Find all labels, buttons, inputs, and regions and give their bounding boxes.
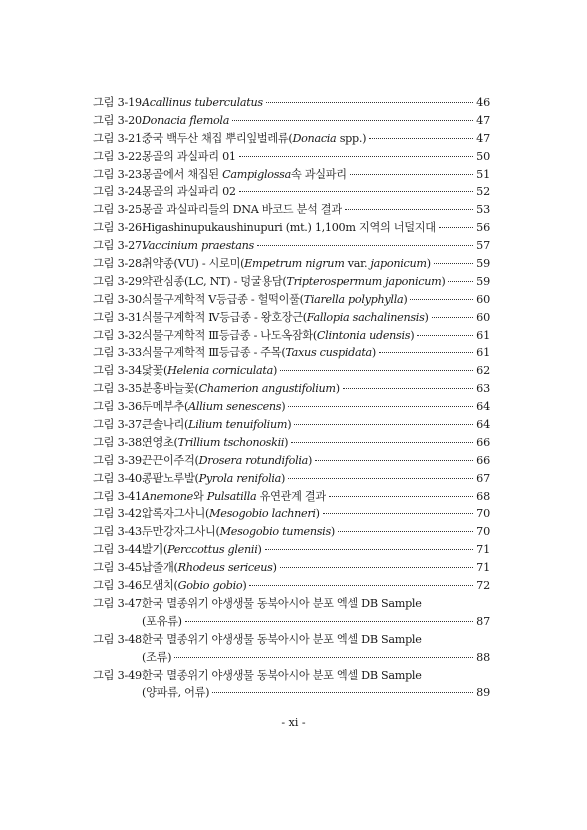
figure-title [142, 470, 285, 486]
toc-entry[interactable] [93, 380, 490, 398]
dot-leader [174, 657, 473, 658]
dot-leader [257, 245, 473, 246]
figure-title [142, 148, 236, 164]
italic-name: Anemone [142, 489, 193, 503]
figure-number: 그림 3-42. [93, 507, 146, 521]
title-text: 분홍바늘꽃( [142, 382, 199, 396]
figure-title [142, 291, 407, 307]
toc-entry-line [93, 201, 490, 219]
toc-entry[interactable] [93, 577, 490, 595]
figure-title [142, 631, 422, 647]
title-text: ) [330, 525, 335, 539]
toc-entry-line [93, 112, 490, 130]
page-ref: 64 [476, 418, 490, 432]
dot-leader [266, 102, 473, 103]
figure-number: 그림 3-35. [93, 382, 146, 396]
italic-name: Pulsatilla [206, 489, 257, 503]
toc-entry[interactable] [93, 112, 490, 130]
title-text: 식물구계학적 Ⅴ등급종 - 헐떡이풀( [142, 292, 304, 306]
toc-entry[interactable] [93, 667, 490, 703]
italic-name: Acallinus tuberculatus [142, 96, 263, 109]
figure-title [142, 595, 422, 611]
toc-entry[interactable] [93, 398, 490, 416]
page-ref: 50 [476, 149, 490, 163]
toc-entry-line [93, 434, 490, 452]
title-text: 와 [192, 489, 207, 503]
title-text: 한국 멸종위기 야생생물 동북아시아 분포 엑셀 DB Sample [142, 596, 422, 610]
page-ref: 56 [476, 221, 490, 235]
figure-title [142, 309, 429, 325]
title-text: ) [308, 453, 313, 467]
title-text: 속 과실파리 [290, 167, 347, 181]
title-text: Higashinupukaushinupuri (mt.) 1,100m 지역의 너덜지대 [142, 221, 436, 235]
title-text: 식물구계학적 Ⅲ등급종 - 주목( [142, 346, 286, 360]
page-ref: 71 [476, 561, 490, 575]
page-ref: 63 [476, 382, 490, 396]
page-ref: 61 [476, 346, 490, 360]
toc-entry-line [93, 237, 490, 255]
page-ref: 66 [476, 453, 490, 467]
figure-title [142, 219, 436, 235]
italic-name: Chamerion angustifolium [198, 382, 336, 396]
toc-entry[interactable] [93, 595, 490, 631]
figure-number: 그림 3-36. [93, 400, 146, 414]
figure-number: 그림 3-25. [93, 203, 146, 217]
italic-name: Tripterospermum japonicum [286, 274, 442, 288]
title-text: ) [410, 328, 415, 342]
dot-leader [379, 352, 473, 353]
title-text: ) [441, 274, 446, 288]
title-text: 약관심종(LC, NT) - 덩굴용담( [142, 274, 287, 288]
italic-name: Mesogobio tumensis [219, 525, 331, 539]
italic-name: Drosera rotundifolia [198, 453, 309, 467]
toc-entry[interactable] [93, 344, 490, 362]
title-text: 발기( [142, 543, 168, 557]
figure-number: 그림 3-32. [93, 328, 146, 342]
dot-leader [288, 478, 473, 479]
figure-title [142, 577, 246, 593]
toc-entry[interactable] [93, 523, 490, 541]
page-ref: 70 [476, 507, 490, 521]
dot-leader [350, 174, 473, 175]
title-text: ) [257, 543, 262, 557]
dot-leader [338, 531, 473, 532]
dot-leader [280, 370, 473, 371]
figure-number: 그림 3-28. [93, 257, 146, 271]
toc-entry[interactable] [93, 362, 490, 380]
italic-name: Taxus cuspidata [285, 346, 372, 360]
toc-entry-line [93, 631, 490, 649]
toc-entry-line [93, 559, 490, 577]
toc-entry-line [93, 166, 490, 184]
title-text: ) [281, 400, 286, 414]
italic-name: Gobio gobio [177, 579, 243, 593]
italic-name: Donacia [292, 131, 337, 145]
page-ref: 57 [476, 239, 490, 253]
toc-entry-line [93, 130, 490, 148]
toc-entry[interactable] [93, 488, 490, 506]
italic-name: Donacia flemola [142, 113, 230, 127]
italic-name: Clintonia udensis [316, 328, 411, 342]
italic-name: Lilium tenuifolium [188, 418, 288, 432]
figure-number: 그림 3-34. [93, 364, 146, 378]
dot-leader [232, 120, 473, 121]
dot-leader [239, 191, 473, 192]
italic-name: Vaccinium praestans [142, 239, 254, 253]
toc-entry[interactable] [93, 470, 490, 488]
figure-number: 그림 3-47. [93, 596, 146, 610]
figure-number: 그림 3-19. [93, 96, 146, 109]
title-text: ) [426, 257, 431, 271]
title-text: 압록자그사니( [142, 507, 210, 521]
italic-name: Pyrola renifolia [198, 471, 281, 485]
dot-leader [345, 209, 473, 210]
page-ref: 60 [476, 310, 490, 324]
title-text: ) [273, 364, 278, 378]
title-text: 몽골에서 채집된 [142, 167, 223, 181]
title-text: 몽골의 과실파리 01 [142, 149, 236, 163]
figure-number: 그림 3-20. [93, 113, 146, 127]
italic-name: Mesogobio lachneri [209, 507, 316, 521]
toc-entry-line [93, 183, 490, 201]
title-text: var. [344, 257, 371, 271]
title-text: ) [424, 310, 429, 324]
title-text: 식물구계학적 Ⅳ등급종 - 왕호장근( [142, 310, 307, 324]
italic-name: Empetrum nigrum [244, 257, 345, 271]
title-text: 큰솔나리( [142, 418, 189, 432]
toc-entry[interactable] [93, 416, 490, 434]
dot-leader [369, 138, 473, 139]
dot-leader [288, 406, 473, 407]
toc-entry-line [93, 505, 490, 523]
figure-title [142, 166, 347, 182]
page-ref: 52 [476, 185, 490, 199]
figure-title-continuation: (포유류) [142, 614, 182, 628]
italic-name: Rhodeus sericeus [177, 561, 273, 575]
toc-entry-line [93, 219, 490, 237]
toc-entry-line [93, 94, 490, 112]
title-text: 식물구계학적 Ⅲ등급종 - 나도옥잠화( [142, 328, 317, 342]
italic-name: Trillium tschonoskii [177, 435, 285, 449]
title-text: ) [371, 346, 376, 360]
toc-entry-line [93, 255, 490, 273]
figure-title [142, 183, 236, 199]
toc-entry-line [93, 148, 490, 166]
toc-entry-line [93, 380, 490, 398]
dot-leader [343, 388, 473, 389]
title-text: 한국 멸종위기 야생생물 동북아시아 분포 엑셀 DB Sample [142, 668, 422, 682]
page-ref: 47 [476, 113, 490, 127]
toc-entry-line [93, 470, 490, 488]
figure-title [142, 559, 277, 575]
toc-entry[interactable] [93, 452, 490, 470]
toc-entry-line [93, 309, 490, 327]
toc-entry-line [93, 273, 490, 291]
dot-leader [417, 335, 473, 336]
title-text: 한국 멸종위기 야생생물 동북아시아 분포 엑셀 DB Sample [142, 632, 422, 646]
toc-entry[interactable] [93, 273, 490, 291]
figure-title [142, 667, 422, 683]
italic-name: Helenia corniculata [167, 364, 273, 378]
toc-entry[interactable] [93, 130, 490, 148]
toc-entry[interactable] [93, 327, 490, 345]
dot-leader [291, 442, 473, 443]
dot-leader [294, 424, 473, 425]
toc-entry[interactable] [93, 291, 490, 309]
toc-entry[interactable] [93, 237, 490, 255]
page-ref: 59 [476, 274, 490, 288]
title-text: 연영초( [142, 435, 178, 449]
toc-entry-line [93, 398, 490, 416]
page-ref: 67 [476, 471, 490, 485]
figure-title [142, 380, 340, 396]
title-text: ) [272, 561, 277, 575]
figure-number: 그림 3-38. [93, 435, 146, 449]
figure-number: 그림 3-49. [93, 668, 146, 682]
toc-entry[interactable] [93, 541, 490, 559]
figure-title [142, 488, 326, 504]
dot-leader [439, 227, 473, 228]
dot-leader [280, 567, 474, 568]
toc-entry[interactable] [93, 183, 490, 201]
dot-leader [315, 460, 473, 461]
toc-entry[interactable] [93, 219, 490, 237]
figure-title [142, 201, 342, 217]
italic-name: Fallopia sachalinensis [306, 310, 425, 324]
toc-entry-line [93, 523, 490, 541]
dot-leader [410, 299, 473, 300]
toc-entry-line [93, 541, 490, 559]
toc-entry-line [93, 362, 490, 380]
title-text: 콩팥노루발( [142, 471, 199, 485]
page-ref: 66 [476, 435, 490, 449]
italic-name: Allium senescens [188, 400, 282, 414]
italic-name: Perccottus glenii [167, 543, 258, 557]
figure-number: 그림 3-21. [93, 131, 146, 145]
figure-number: 그림 3-37. [93, 418, 146, 432]
page-ref: 47 [476, 131, 490, 145]
title-text: ) [335, 382, 340, 396]
title-text: 끈끈이주걱( [142, 453, 199, 467]
figure-title [142, 255, 431, 271]
toc-entry[interactable] [93, 505, 490, 523]
page-ref: 53 [476, 203, 490, 217]
toc-entry[interactable] [93, 559, 490, 577]
page-ref: 60 [476, 292, 490, 306]
title-text: ) [287, 418, 292, 432]
figure-number: 그림 3-30. [93, 292, 146, 306]
italic-name: Tiarella polyphylla [303, 292, 404, 306]
title-text: 중국 백두산 채집 뿌리잎벌레류( [142, 131, 293, 145]
toc-entry-line [93, 577, 490, 595]
figure-number: 그림 3-33. [93, 346, 146, 360]
figure-title [142, 416, 291, 432]
dot-leader [239, 156, 473, 157]
figure-number: 그림 3-22. [93, 149, 146, 163]
page-ref: 87 [476, 614, 490, 628]
figure-number: 그림 3-40. [93, 471, 146, 485]
figure-title [142, 130, 366, 146]
title-text: ) [315, 507, 320, 521]
toc-entry[interactable] [93, 148, 490, 166]
page-ref: 61 [476, 328, 490, 342]
page-ref: 70 [476, 525, 490, 539]
toc-entry-continuation [93, 649, 490, 667]
toc-entry[interactable] [93, 434, 490, 452]
figure-number: 그림 3-24. [93, 185, 146, 199]
figure-title [142, 96, 263, 109]
toc-entry[interactable] [93, 94, 490, 112]
figure-number: 그림 3-29. [93, 274, 146, 288]
toc-entry[interactable] [93, 255, 490, 273]
figure-number: 그림 3-26. [93, 221, 146, 235]
figure-title-continuation: (조류) [142, 650, 172, 664]
title-text: 몽골의 과실파리 02 [142, 185, 236, 199]
figure-title [142, 505, 320, 521]
figure-number: 그림 3-41. [93, 489, 146, 503]
italic-name: japonicum [370, 257, 427, 271]
figure-number: 그림 3-43. [93, 525, 146, 539]
title-text: ) [284, 435, 289, 449]
dot-leader [448, 281, 473, 282]
page-ref: 64 [476, 400, 490, 414]
title-text: 몽골 과실파리들의 DNA 바코드 분석 결과 [142, 203, 342, 217]
toc-entry-line [93, 595, 490, 613]
page-ref: 71 [476, 543, 490, 557]
dot-leader [249, 585, 473, 586]
dot-leader [323, 513, 473, 514]
page-ref: 68 [476, 489, 490, 503]
figure-title [142, 541, 262, 557]
title-text: 두메부추( [142, 400, 189, 414]
toc-entry[interactable] [93, 166, 490, 184]
figure-list [93, 94, 490, 702]
figure-number: 그림 3-31. [93, 310, 146, 324]
dot-leader [212, 692, 473, 693]
toc-entry-line [93, 488, 490, 506]
toc-entry-line [93, 667, 490, 685]
title-text: ) [281, 471, 286, 485]
figure-number: 그림 3-27. [93, 239, 146, 253]
figure-number: 그림 3-45. [93, 561, 146, 575]
toc-entry-line [93, 452, 490, 470]
page-ref: 59 [476, 257, 490, 271]
figure-title [142, 114, 229, 127]
figure-title [142, 273, 445, 289]
title-text: 취약종(VU) - 시로미( [142, 257, 245, 271]
title-text: 모샘치( [142, 579, 178, 593]
figure-number: 그림 3-39. [93, 453, 146, 467]
page-ref: 88 [476, 650, 490, 664]
figure-title [142, 398, 285, 414]
toc-entry-line [93, 416, 490, 434]
dot-leader [432, 317, 474, 318]
page-ref: 51 [476, 167, 490, 181]
page-ref: 46 [476, 96, 490, 109]
figure-number: 그림 3-44. [93, 543, 146, 557]
dot-leader [434, 263, 473, 264]
toc-entry-line [93, 327, 490, 345]
figure-title [142, 434, 288, 450]
toc-entry[interactable] [93, 201, 490, 219]
title-text: 유연관계 결과 [256, 489, 326, 503]
toc-entry-continuation [93, 684, 490, 702]
title-text: 납줄개( [142, 561, 178, 575]
figure-title-continuation: (양파류, 어류) [142, 686, 210, 700]
title-text: ) [403, 292, 408, 306]
page-ref: 72 [476, 579, 490, 593]
figure-title [142, 239, 254, 252]
toc-entry-line [93, 291, 490, 309]
toc-entry[interactable] [93, 631, 490, 667]
toc-entry-continuation [93, 613, 490, 631]
figure-title [142, 452, 312, 468]
figure-title [142, 327, 414, 343]
page-ref: 62 [476, 364, 490, 378]
page-ref: 89 [476, 686, 490, 700]
figure-number: 그림 3-46. [93, 579, 146, 593]
figure-title [142, 344, 376, 360]
toc-entry[interactable] [93, 309, 490, 327]
figure-number: 그림 3-48. [93, 632, 146, 646]
dot-leader [265, 549, 474, 550]
dot-leader [329, 496, 473, 497]
figure-title [142, 523, 335, 539]
page-number: - xi - [281, 716, 306, 729]
toc-entry-line [93, 344, 490, 362]
figure-number: 그림 3-23. [93, 167, 146, 181]
title-text: ) [242, 579, 247, 593]
title-text: spp.) [336, 131, 367, 145]
italic-name: Campiglossa [222, 167, 291, 181]
title-text: 두만강자그사니( [142, 525, 220, 539]
title-text: 닻꽃( [142, 364, 168, 378]
figure-title [142, 362, 277, 378]
dot-leader [185, 621, 474, 622]
